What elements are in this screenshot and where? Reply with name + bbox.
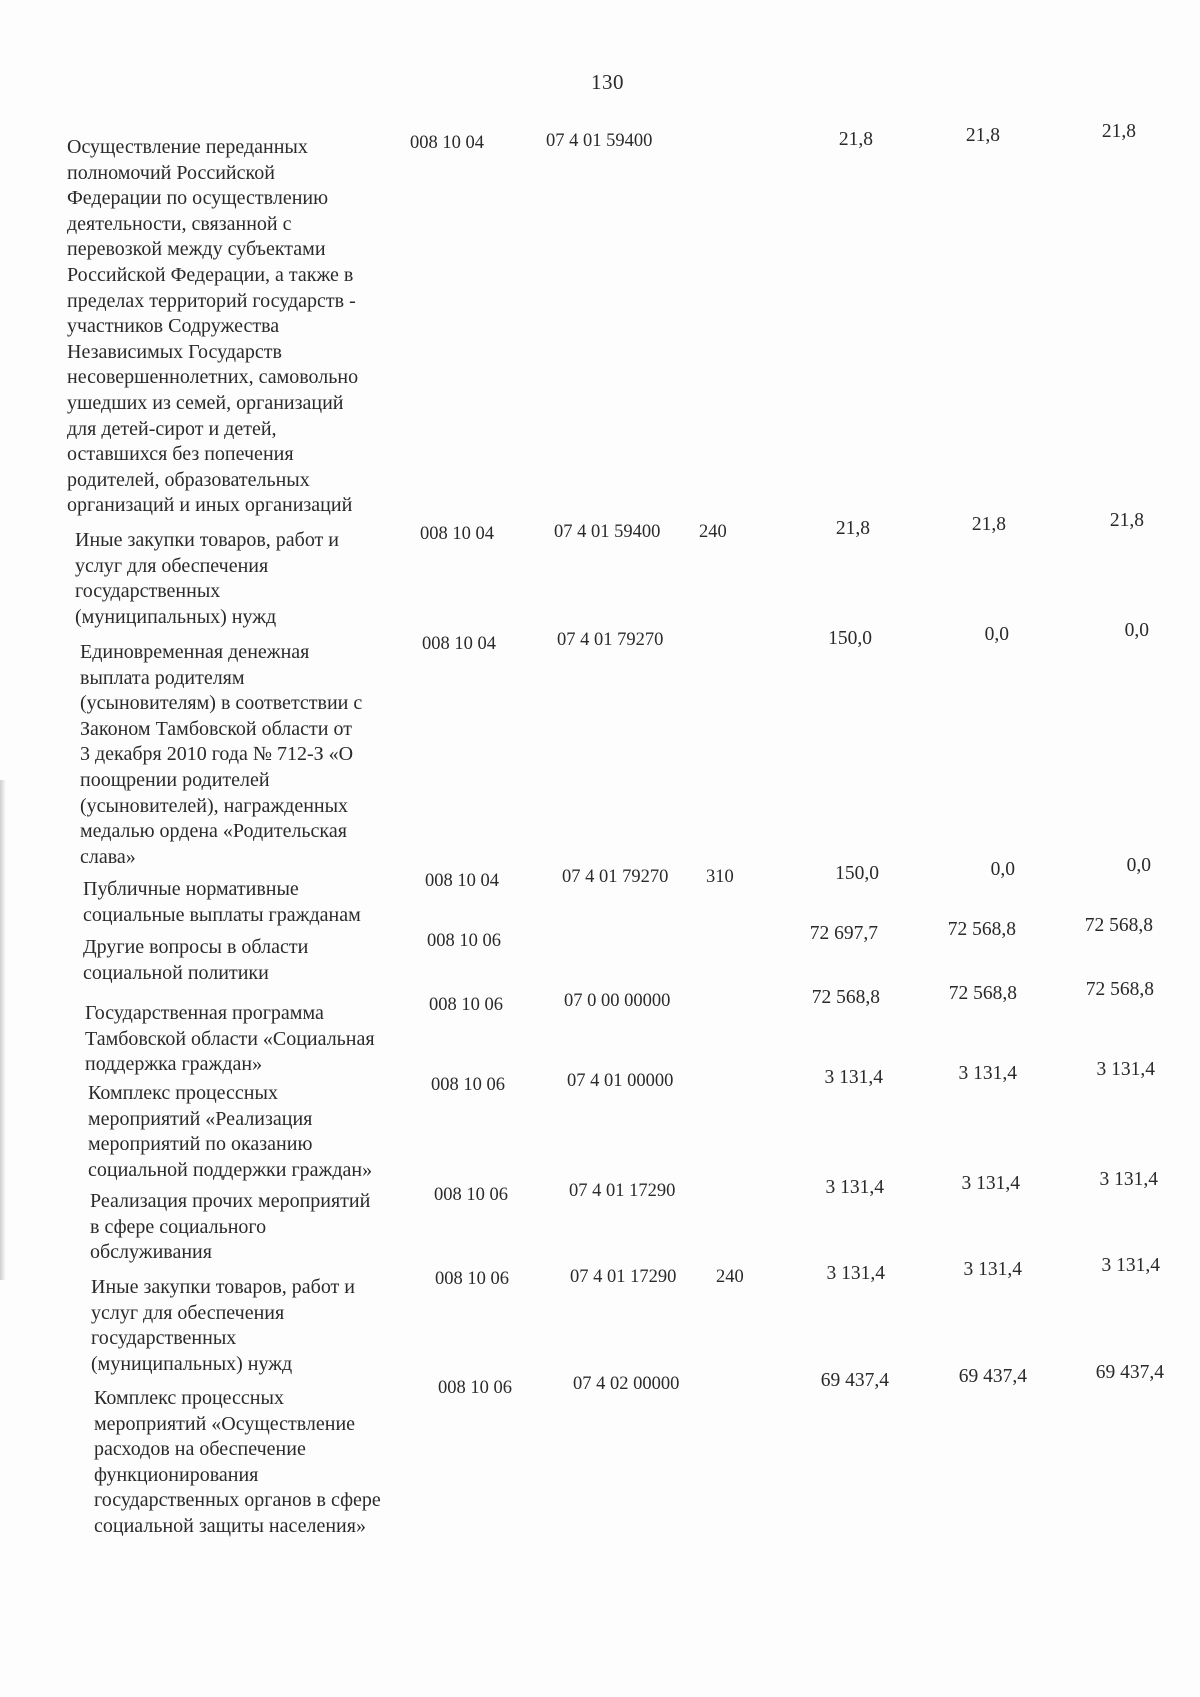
row-codes: 008 10 06 [434,1185,508,1205]
row-amount-3: 72 568,8 [1085,979,1154,1000]
row-codes: 008 10 04 [422,634,496,654]
row-description: Иные закупки товаров, работ и услуг для обеспечения государственных (муниципальных) нужд [91,1276,356,1375]
row-expense-type: 310 [706,867,734,887]
page-number: 130 [591,70,624,94]
row-description: Комплекс процессных мероприятий «Реализация мероприятий по оказанию социальной поддержки граждан» [88,1082,373,1181]
row-codes: 008 10 06 [427,931,501,951]
row-amount-3: 69 437,4 [1095,1362,1164,1383]
row-target-code: 07 4 01 59400 [546,131,653,151]
row-amount-2: 72 568,8 [947,919,1016,940]
row-amount-3: 72 568,8 [1084,915,1153,936]
row-amount-3: 3 131,4 [1096,1059,1155,1080]
row-description: Публичные нормативные социальные выплаты гражданам [83,878,361,926]
row-amount-3: 3 131,4 [1101,1255,1160,1276]
row-codes: 008 10 06 [429,995,503,1015]
row-amount-2: 3 131,4 [958,1063,1017,1084]
row-target-code: 07 4 01 17290 [570,1267,677,1287]
row-codes: 008 10 04 [410,133,484,153]
row-amount-3: 0,0 [1126,855,1151,876]
row-codes: 008 10 06 [438,1378,512,1398]
row-description: Реализация прочих мероприятий в сфере социального обслуживания [90,1190,371,1264]
row-codes: 008 10 06 [435,1269,509,1289]
row-target-code: 07 4 01 79270 [562,867,669,887]
row-amount-2: 72 568,8 [948,983,1017,1004]
row-amount-1: 3 131,4 [826,1263,885,1284]
row-expense-type: 240 [699,522,727,542]
row-amount-2: 21,8 [965,125,1000,146]
row-amount-1: 150,0 [835,863,879,884]
row-description: Комплекс процессных мероприятий «Осуществление расходов на обеспечение функционирования государственных органов в сфере социальной защиты населения» [94,1387,381,1537]
row-amount-1: 3 131,4 [824,1067,883,1088]
row-description: Иные закупки товаров, работ и услуг для обеспечения государственных (муниципальных) нужд [75,529,340,628]
row-target-code: 07 4 02 00000 [573,1374,680,1394]
row-amount-1: 21,8 [835,518,870,539]
row-description: Другие вопросы в области социальной политики [83,936,309,984]
row-amount-3: 21,8 [1101,121,1136,142]
row-amount-2: 3 131,4 [963,1259,1022,1280]
row-amount-2: 3 131,4 [961,1173,1020,1194]
row-amount-3: 0,0 [1124,620,1149,641]
row-target-code: 07 4 01 17290 [569,1181,676,1201]
row-amount-2: 69 437,4 [958,1366,1027,1387]
row-amount-3: 21,8 [1109,510,1144,531]
row-codes: 008 10 06 [431,1075,505,1095]
row-description: Государственная программа Тамбовской области «Социальная поддержка граждан» [85,1002,375,1076]
row-amount-3: 3 131,4 [1099,1169,1158,1190]
scan-edge-shadow [0,780,6,1280]
row-amount-1: 150,0 [828,628,872,649]
row-amount-2: 21,8 [971,514,1006,535]
row-amount-2: 0,0 [984,624,1009,645]
row-amount-1: 21,8 [838,129,873,150]
row-codes: 008 10 04 [420,524,494,544]
row-target-code: 07 4 01 79270 [557,630,664,650]
row-codes: 008 10 04 [425,871,499,891]
row-amount-1: 72 568,8 [811,987,880,1008]
row-amount-1: 3 131,4 [825,1177,884,1198]
row-expense-type: 240 [716,1267,744,1287]
row-amount-1: 72 697,7 [809,923,878,944]
row-description: Единовременная денежная выплата родителям (усыновителям) в соответствии с Законом Тамбовской области от 3 декабря 2010 года № 712-З «О поощрении родителей (усыновителей), награжденных медалью ордена «Родительская слава» [80,641,363,868]
row-target-code: 07 0 00 00000 [564,991,671,1011]
row-amount-1: 69 437,4 [820,1370,889,1391]
row-target-code: 07 4 01 59400 [554,522,661,542]
row-description: Осуществление переданных полномочий Российской Федерации по осуществлению деятельности, связанной с перевозкой между субъектами Российской Федерации, а также в пределах территорий государств - участников Содружества Независимых Государств несовершеннолетних, самовольно ушедших из семей, организаций для детей-сирот и детей, оставшихся без попечения родителей, образовательных организаций и иных организаций [67,136,359,517]
row-target-code: 07 4 01 00000 [567,1071,674,1091]
row-amount-2: 0,0 [990,859,1015,880]
